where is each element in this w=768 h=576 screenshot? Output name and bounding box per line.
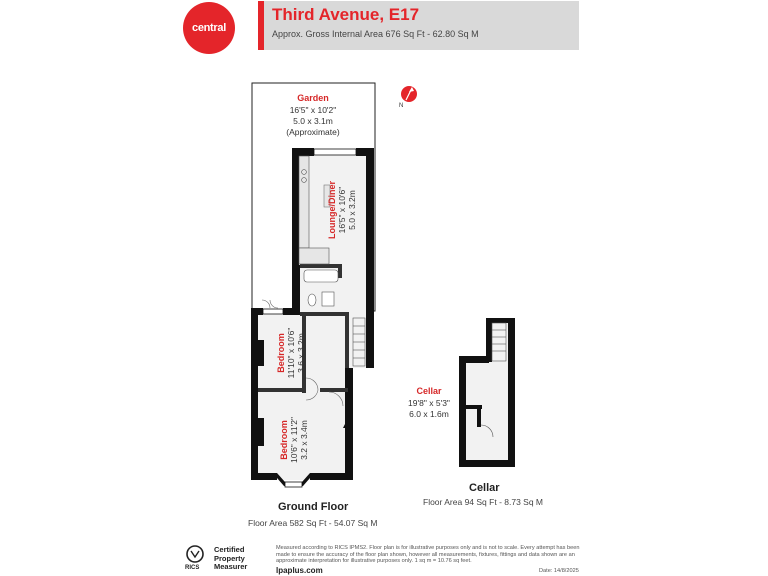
garden-name: Garden [297,93,329,103]
plan-date: Date: 14/8/2025 [539,568,579,574]
rics-cert-line2: Property [214,553,245,563]
garden-dim-metric: 5.0 x 3.1m [293,116,333,126]
rics-cert-line1: Certified [214,545,245,554]
page-title: Third Avenue, E17 [272,5,420,24]
garden-dim-imperial: 16'5" x 10'2" [289,105,337,115]
bedroom1-dim-imperial: 11'10" x 10'6" [286,327,296,379]
cellar-area: Floor Area 94 Sq Ft - 8.73 Sq M [423,497,544,507]
rics-certification [214,546,247,572]
disclaimer-text: Measured according to RICS IPMS2. Floor plan is for illustrative purposes only and is not to scale. Every attempt has been made to ensure the accuracy of the floor plan shown, however all measurements, fixtures, fittings and data shown are an approximate interpretation for illustrative purposes only. 1 sq m = 10.76 sq feet. [276,545,580,565]
website-link[interactable]: lpaplus.com [276,566,323,575]
compass-north-label: N [399,103,404,109]
garden-note: (Approximate) [286,127,340,137]
cellar-dim-metric: 6.0 x 1.6m [409,409,449,419]
lounge-name: Lounge/Diner [327,181,337,239]
cellar-title: Cellar [469,482,500,494]
gross-area-subtitle: Approx. Gross Internal Area 676 Sq Ft - 62.80 Sq M [272,29,479,39]
cellar-dim-imperial: 19'8" x 5'3" [408,398,450,408]
lounge-dim-metric: 5.0 x 3.2m [347,190,357,230]
compass-icon [401,86,417,102]
ground-floor-area: Floor Area 582 Sq Ft - 54.07 Sq M [248,518,378,528]
bedroom1-dim-metric: 3.6 x 3.2m [296,333,306,373]
lounge-dim-imperial: 16'5" x 10'6" [337,186,347,234]
bedroom2-dim-imperial: 10'6" x 11'2" [289,417,299,463]
logo-text: central [192,22,226,34]
rics-label: RICS [185,565,200,571]
cellar-name: Cellar [416,386,442,396]
cellar-plan [459,318,515,467]
rics-cert-line3: Measurer [214,562,248,571]
bedroom1-name: Bedroom [276,333,286,373]
ground-floor-title: Ground Floor [278,501,349,513]
bedroom2-dim-metric: 3.2 x 3.4m [299,420,309,460]
bedroom2-name: Bedroom [279,420,289,460]
